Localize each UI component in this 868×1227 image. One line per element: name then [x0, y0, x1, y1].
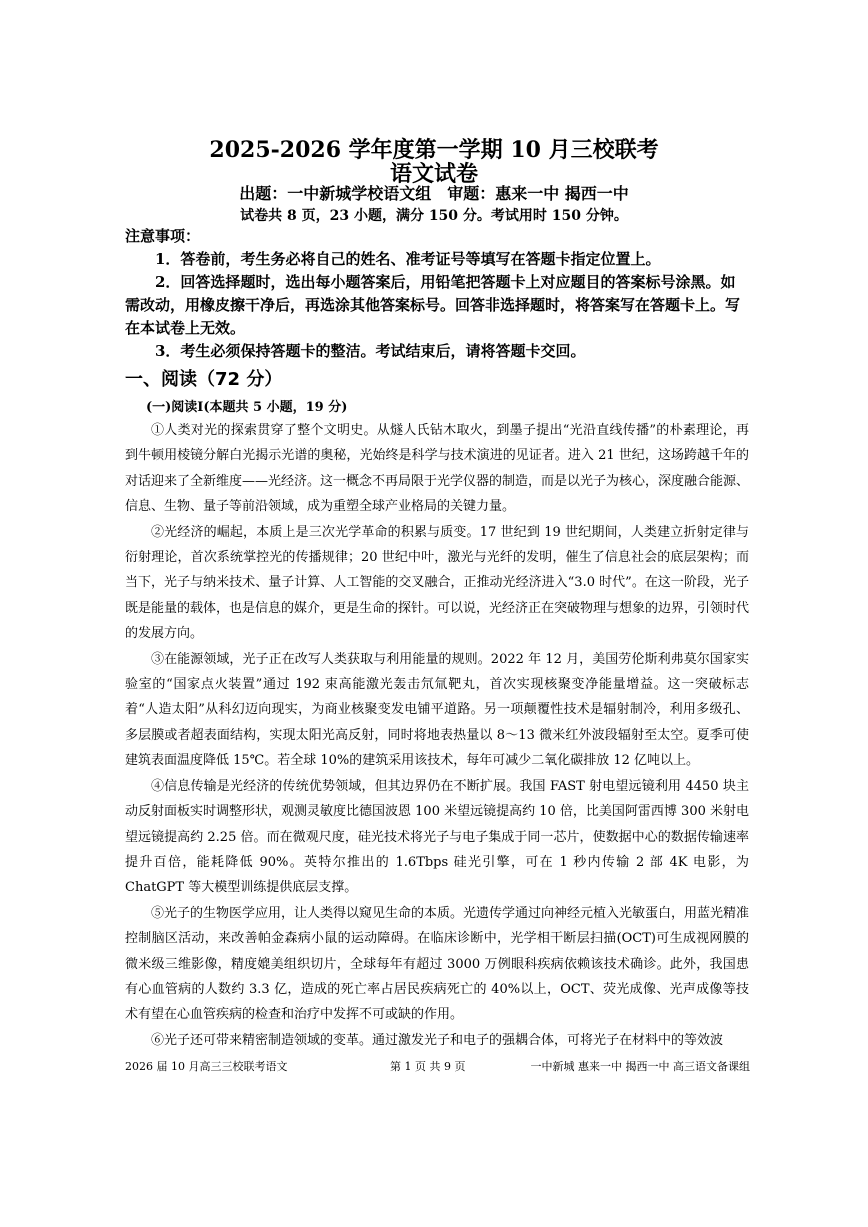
exam-subject: 语文试卷 [389, 161, 478, 187]
notice-item: 2．回答选择题时，选出每小题答案后，用铅笔把答题卡上对应题目的答案标号涂黑。如需改动，用橡皮擦干净后，再选涂其他答案标号。回答非选择题时，将答案写在答题卡上。写在本试卷上无效。 [125, 273, 741, 337]
section-heading: 一、阅读（72 分） [125, 369, 283, 390]
notice-block [125, 225, 750, 363]
passage-paragraph: ④信息传输是光经济的传统优势领域，但其边界仍在不断扩展。我国 FAST 射电望远镜利用 4450 块主动反射面板实时调整形状，观测灵敏度比德国波恩 100 米望远镜提高约 10 倍，比美国阿雷西博 300 米射电望远镜提高约 2.25 倍。而在微观尺度，硅光技术将光子与电子集成于同一芯片，使数据中心的数据传输速率提升百倍，能耗降低 90%。英特尔推出的 1.6Tbps 硅光引擎，可在 1 秒内传输 2 部 4K 电影，为 ChatGPT 等大模型训练提供底层支撑。 [125, 778, 749, 896]
exam-title: 2025-2026 学年度第一学期 10 月三校联考 [209, 137, 659, 163]
passage-paragraph: ⑥光子还可带来精密制造领域的变革。通过激发光子和电子的强耦合体，可将光子在材料中的等效波 [151, 1032, 724, 1048]
notice-item: 1．答卷前，考生务必将自己的姓名、准考证号等填写在答题卡指定位置上。 [155, 250, 661, 268]
passage-paragraph: ①人类对光的探索贯穿了整个文明史。从燧人氏钻木取火，到墨子提出“光沿直线传播”的朴素理论，再到牛顿用棱镜分解白光揭示光谱的奥秘，光始终是科学与技术演进的见证者。进入 21 世纪，这场跨越千年的对话迎来了全新维度——光经济。这一概念不再局限于光学仪器的制造，而是以光子为核心，深度融合能源、信息、生物、量子等前沿领域，成为重塑全球产业格局的关键力量。 [125, 423, 750, 515]
notice-heading: 注意事项： [125, 227, 201, 245]
notice-item: 3．考生必须保持答题卡的整洁。考试结束后，请将答题卡交回。 [155, 342, 586, 360]
exam-authors: 出题：一中新城学校语文组 审题：惠来一中 揭西一中 [239, 184, 629, 203]
exam-info: 试卷共 8 页，23 小题，满分 150 分。考试用时 150 分钟。 [240, 208, 628, 224]
passage-paragraph: ③在能源领域，光子正在改写人类获取与利用能量的规则。2022 年 12 月，美国劳伦斯利弗莫尔国家实验室的“国家点火装置”通过 192 束高能激光轰击氘氚靶丸，首次实现核聚变净能量增益。这一突破标志着“人造太阳”从科幻迈向现实，为商业核聚变发电铺平道路。另一项颠覆性技术是辐射制冷，利用多级孔、多层膜或者超表面结构，实现太阳光高反射，同时将地表热量以 8～13 微米红外波段辐射至太空。夏季可使建筑表面温度降低 15℃。若全球 10%的建筑采用该技术，每年可减少二氧化碳排放 12 亿吨以上。 [125, 651, 749, 769]
passage-paragraph: ⑤光子的生物医学应用，让人类得以窥见生命的本质。光遗传学通过向神经元植入光敏蛋白，用蓝光精准控制脑区活动，来改善帕金森病小鼠的运动障碍。在临床诊断中，光学相干断层扫描(OCT)可生成视网膜的微米级三维影像，精度媲美组织切片，全球每年有超过 3000 万例眼科疾病依赖该技术确诊。此外，我国患有心血管病的人数约 3.3 亿，造成的死亡率占居民疾病死亡的 40%以上，OCT、荧光成像、光声成像等技术有望在心血管疾病的检查和治疗中发挥不可或缺的作用。 [125, 905, 750, 1023]
reading-passage [125, 418, 749, 1053]
footer-exam-name: 2026 届 10 月高三三校联考语文 [125, 1060, 288, 1073]
footer-group: 一中新城 惠来一中 揭西一中 高三语文备课组 [530, 1060, 750, 1073]
subsection-heading: (一)阅读Ⅰ(本题共 5 小题，19 分) [146, 400, 348, 415]
footer-page-number: 第 1 页 共 9 页 [390, 1060, 466, 1073]
passage-paragraph: ②光经济的崛起，本质上是三次光学革命的积累与质变。17 世纪到 19 世纪期间，人类建立折射定律与衍射理论，首次系统掌控光的传播规律；20 世纪中叶，激光与光纤的发明，催生了信息社会的底层架构；而当下，光子与纳米技术、量子计算、人工智能的交叉融合，正推动光经济进入“3.0 时代”。在这一阶段，光子既是能量的载体，也是信息的媒介，更是生命的探针。可以说，光经济正在突破物理与想象的边界，引领时代的发展方向。 [125, 524, 750, 642]
